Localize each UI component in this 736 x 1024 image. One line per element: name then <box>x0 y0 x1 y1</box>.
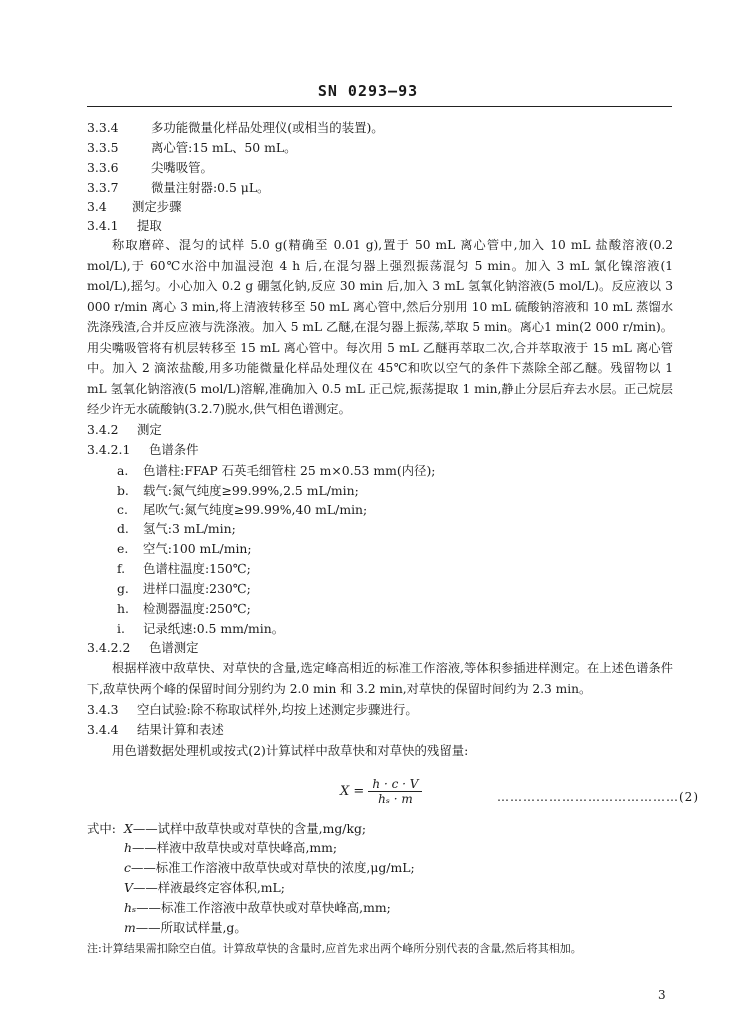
heading-3421: 3.4.2.1 色谱条件 <box>87 442 199 457</box>
where-label: 式中: <box>87 821 116 836</box>
header-rule <box>87 106 672 107</box>
formula-lhs: X = <box>340 784 365 799</box>
item-334: 3.3.4 多功能微量化样品处理仪(或相当的装置)。 <box>87 120 384 135</box>
var-x: X——试样中敌草快或对草快的含量,mg/kg; <box>124 821 367 836</box>
condition-g: g. 进样口温度:230℃; <box>117 581 251 596</box>
condition-d: d. 氢气:3 mL/min; <box>117 521 236 536</box>
page-number: 3 <box>658 988 666 1002</box>
item-337: 3.3.7 微量注射器:0.5 μL。 <box>87 180 270 195</box>
var-v: V——样液最终定容体积,mL; <box>124 880 285 895</box>
var-hs: hₛ——标准工作溶液中敌草快或对草快峰高,mm; <box>124 900 391 915</box>
chrom-paragraph: 根据样液中敌草快、对草快的含量,选定峰高相近的标准工作溶液,等体积参插进样测定。在上述色谱条件下,敌草快两个峰的保留时间分别约为 2.0 min 和 3.2 min,对草快的保留时间约为 2.3 min。 <box>87 661 673 696</box>
condition-b: b. 载气:氮气纯度≥99.99%,2.5 mL/min; <box>117 483 359 498</box>
var-c: c——标准工作溶液中敌草快或对草快的浓度,μg/mL; <box>124 860 415 875</box>
heading-341: 3.4.1 提取 <box>87 218 162 233</box>
item-343: 3.4.3 空白试验:除不称取试样外,均按上述测定步骤进行。 <box>87 702 418 717</box>
note: 注:计算结果需扣除空白值。计算敌草快的含量时,应首先求出两个峰所分别代表的含量,然后将其相加。 <box>87 942 582 955</box>
extraction-paragraph: 称取磨碎、混匀的试样 5.0 g(精确至 0.01 g),置于 50 mL 离心管中,加入 10 mL 盐酸溶液(0.2 mol/L),于 60℃水浴中加温浸泡 4 h 后,在混匀器上强烈振荡混匀 5 min。加入 3 mL 氯化镍溶液(1 mol/L),摇匀。小心加入 0.2 g 硼氢化钠,反应 30 min 后,加入 3 mL 氢氧化钠溶液(5 mol/L)。反应液以 3 000 r/min 离心 3 min,将上清液转移至 50 mL 离心管中,然后分别用 10 mL 硫酸钠溶液和 10 mL 蒸馏水洗涤残渣,合并反应液与洗涤液。加入 5 mL 乙醚,在混匀器上振荡,萃取 5 min。离心1 min(2 000 r/min)。用尖嘴吸管将有机层转移至 15 mL 离心管中。每次用 5 mL 乙醚再萃取二次,合并萃取液于 15 mL 离心管中。加入 2 滴浓盐酸,用多功能微量化样品处理仪在 45℃和吹以空气的条件下蒸除全部乙醚。残留物以 1 mL 氢氧化钠溶液(5 mol/L)溶解,准确加入 0.5 mL 正己烷,振荡提取 1 min,静止分层后弃去水层。正己烷层经少许无水硫酸钠(3.2.7)脱水,供气相色谱测定。 <box>87 238 673 416</box>
formula-denominator: hₛ · m <box>378 792 413 806</box>
var-h: h——样液中敌草快或对草快峰高,mm; <box>124 840 338 855</box>
condition-h: h. 检测器温度:250℃; <box>117 601 251 616</box>
formula-numerator: h · c · V <box>368 777 422 792</box>
heading-3422: 3.4.2.2 色谱测定 <box>87 640 199 655</box>
formula-fraction <box>368 777 422 806</box>
condition-e: e. 空气:100 mL/min; <box>117 541 252 556</box>
formula <box>340 777 422 806</box>
heading-342: 3.4.2 测定 <box>87 422 162 437</box>
formula-number: ……………………………………(2) <box>497 790 699 804</box>
standard-id: SN 0293—93 <box>317 82 419 100</box>
calc-intro: 用色谱数据处理机或按式(2)计算试样中敌草快和对草快的残留量: <box>112 743 469 758</box>
condition-a: a. 色谱柱:FFAP 石英毛细管柱 25 m×0.53 mm(内径); <box>117 463 436 478</box>
item-335: 3.3.5 离心管:15 mL、50 mL。 <box>87 140 297 155</box>
condition-f: f. 色谱柱温度:150℃; <box>117 561 251 576</box>
var-m: m——所取试样量,g。 <box>124 920 247 935</box>
heading-34: 3.4 测定步骤 <box>87 199 182 214</box>
condition-i: i. 记录纸速:0.5 mm/min。 <box>117 621 285 636</box>
item-336: 3.3.6 尖嘴吸管。 <box>87 160 213 175</box>
heading-344: 3.4.4 结果计算和表述 <box>87 722 224 737</box>
condition-c: c. 尾吹气:氮气纯度≥99.99%,40 mL/min; <box>117 502 368 517</box>
